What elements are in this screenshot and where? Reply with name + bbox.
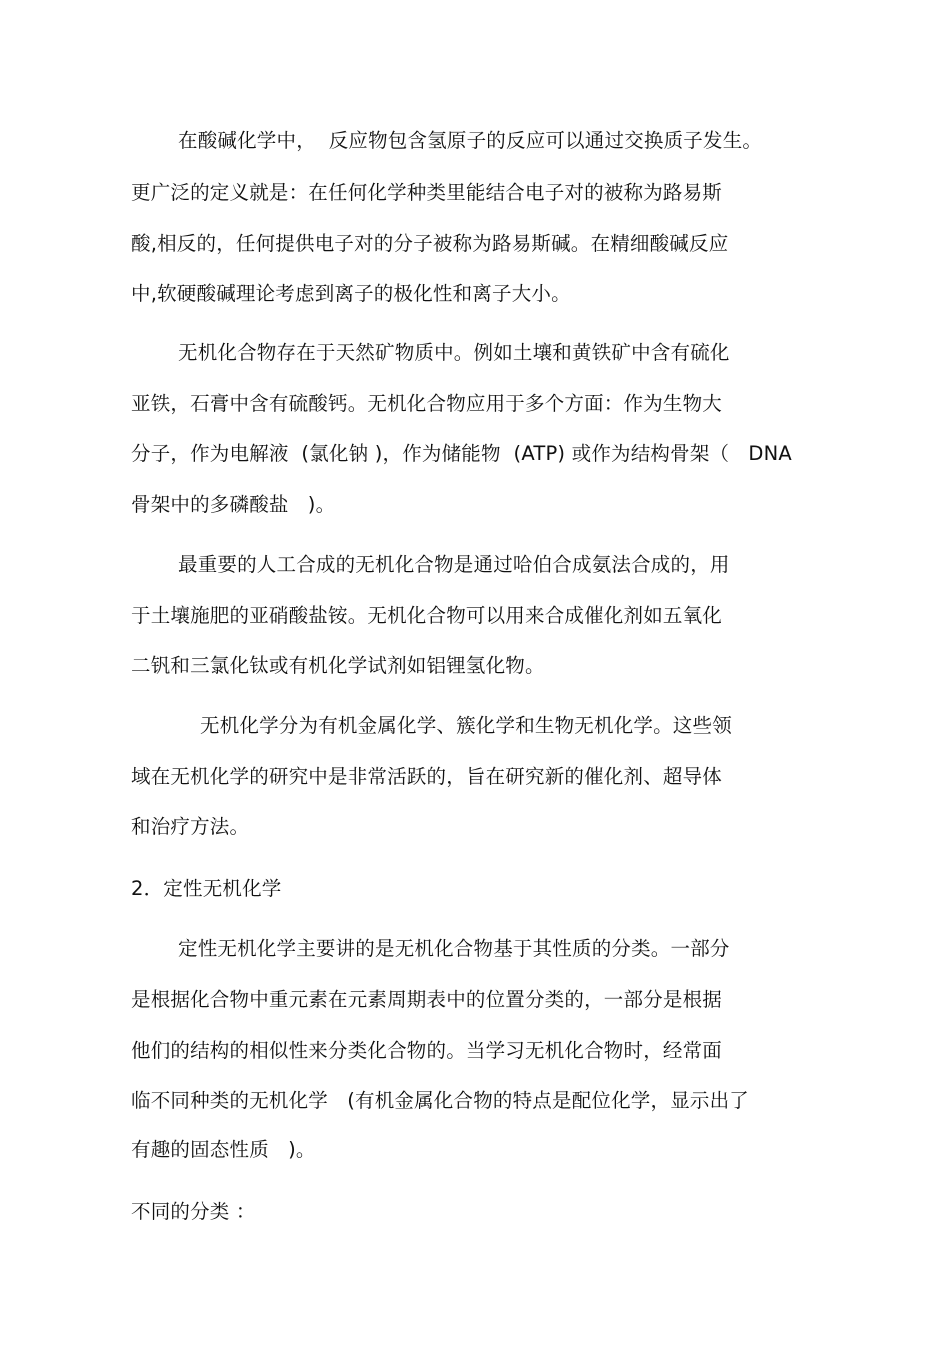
paragraph-line: 有趣的固态性质 )。	[131, 1138, 316, 1161]
paragraph-line: 最重要的人工合成的无机化合物是通过哈伯合成氨法合成的，用	[178, 553, 730, 576]
paragraph-line: 亚铁，石膏中含有硫酸钙。无机化合物应用于多个方面：作为生物大	[131, 392, 723, 415]
section-heading: 2．定性无机化学	[131, 877, 282, 900]
paragraph-line: 无机化学分为有机金属化学、簇化学和生物无机化学。这些领	[200, 714, 732, 737]
paragraph-line: 和治疗方法。	[131, 815, 250, 838]
paragraph-line: 无机化合物存在于天然矿物质中。例如土壤和黄铁矿中含有硫化	[178, 341, 730, 364]
paragraph-line: 定性无机化学主要讲的是无机化合物基于其性质的分类。一部分	[178, 937, 730, 960]
paragraph-line: 他们的结构的相似性来分类化合物的。当学习无机化合物时，经常面	[131, 1039, 723, 1062]
paragraph-line: 二钒和三氯化钛或有机化学试剂如铝锂氢化物。	[131, 654, 545, 677]
paragraph-line: 中,软硬酸碱理论考虑到离子的极化性和离子大小。	[131, 282, 571, 305]
paragraph-line: 更广泛的定义就是：在任何化学种类里能结合电子对的被称为路易斯	[131, 181, 723, 204]
paragraph-line: 在酸碱化学中， 反应物包含氢原子的反应可以通过交换质子发生。	[178, 129, 763, 152]
paragraph-line: 骨架中的多磷酸盐 )。	[131, 493, 336, 516]
paragraph-line: 酸,相反的，任何提供电子对的分子被称为路易斯碱。在精细酸碱反应	[131, 232, 729, 255]
paragraph-line: 临不同种类的无机化学 (有机金属化合物的特点是配位化学，显示出了	[131, 1089, 750, 1112]
paragraph-line: 是根据化合物中重元素在元素周期表中的位置分类的，一部分是根据	[131, 988, 723, 1011]
closing-line: 不同的分类 ：	[131, 1200, 256, 1223]
paragraph-line: 分子，作为电解液 (氯化钠 )，作为储能物 (ATP) 或作为结构骨架（ DNA	[131, 442, 792, 465]
paragraph-line: 域在无机化学的研究中是非常活跃的，旨在研究新的催化剂、超导体	[131, 765, 723, 788]
paragraph-line: 于土壤施肥的亚硝酸盐铵。无机化合物可以用来合成催化剂如五氧化	[131, 604, 723, 627]
